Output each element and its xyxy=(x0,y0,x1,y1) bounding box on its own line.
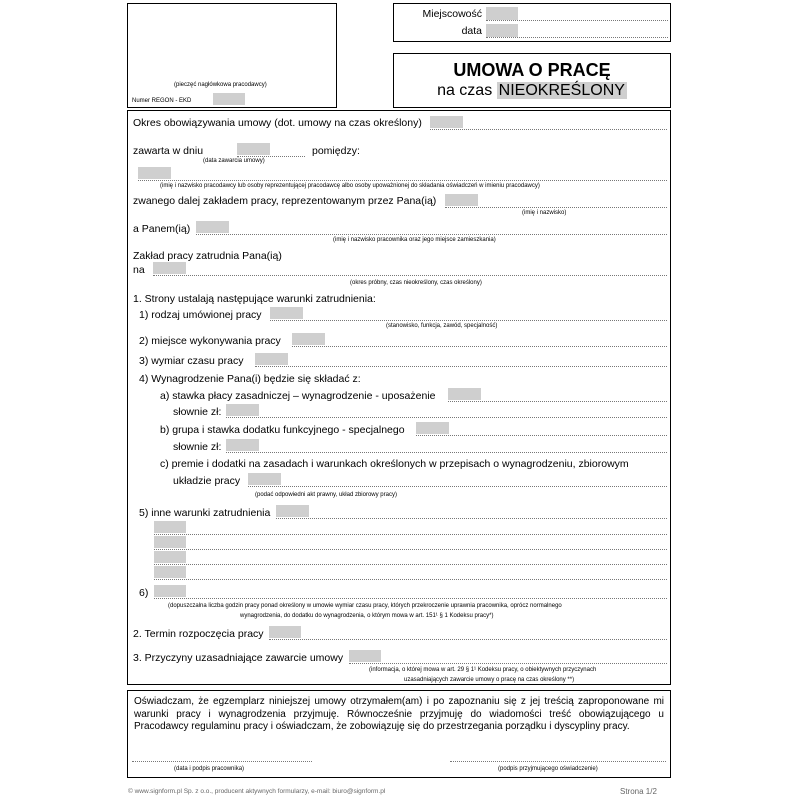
employer-hint: (imię i nazwisko pracodawcy lub osoby reprezentującej pracodawcę albo osoby upoważnionej do składania oświadczeń w imieniu pracodawcy) xyxy=(160,183,540,189)
contract-type-field[interactable]: NIEOKREŚLONY xyxy=(498,82,625,99)
employs-label: Zakład pracy zatrudnia Pana(ią) xyxy=(133,250,282,262)
salary-intro: 4) Wynagrodzenie Pana(i) będzie się składać z: xyxy=(139,373,361,385)
footer-credit: © www.signform.pl Sp. z o.o., producent aktywnych formularzy, e-mail: biuro@signform.pl xyxy=(128,788,386,795)
employment-period-line xyxy=(153,275,667,276)
title-prefix: na czas xyxy=(437,82,493,99)
salary-b-words-field[interactable] xyxy=(226,439,259,451)
salary-c-line xyxy=(248,486,667,487)
place-field[interactable] xyxy=(486,7,518,20)
other-conditions-row-1[interactable] xyxy=(154,521,186,533)
regon-label: Numer REGON - EKD xyxy=(132,98,192,104)
employee-label: a Panem(ią) xyxy=(133,223,191,235)
employee-line xyxy=(196,234,667,235)
overtime-hint: (dopuszczalna liczba godzin pracy ponad określony w umowie wymiar czasu pracy, których przekroczenie uprawnia pracownika, oprócz normalnego xyxy=(168,603,562,609)
salary-c-label: c) premie i dodatki na zasadach i warunkach określonych w przepisach o wynagrodzeniu, zbiorowym xyxy=(160,458,629,470)
representative-field[interactable] xyxy=(445,194,478,206)
workplace-field[interactable] xyxy=(292,333,325,345)
salary-a-line xyxy=(448,401,667,402)
regon-field[interactable] xyxy=(213,93,245,105)
date-label: data xyxy=(461,25,482,37)
date-field[interactable] xyxy=(486,24,518,37)
overtime-line xyxy=(154,598,667,599)
salary-b-label: b) grupa i stawka dodatku funkcyjnego - specjalnego xyxy=(160,424,405,436)
work-type-field[interactable] xyxy=(270,307,303,319)
employer-line xyxy=(138,180,667,181)
receiver-sign-line xyxy=(450,761,666,762)
other-conditions-line xyxy=(276,518,667,519)
other-conditions-row-4[interactable] xyxy=(154,566,186,578)
title-box xyxy=(393,53,671,108)
title-line1: UMOWA O PRACĘ xyxy=(453,60,611,80)
work-type-label: 1) rodzaj umówionej pracy xyxy=(139,309,262,321)
name-hint: (imię i nazwisko) xyxy=(522,210,567,216)
representative-line xyxy=(445,207,667,208)
reasons-hint-2: uzasadniających zawarcie umowy o pracę na czas określony **) xyxy=(404,677,575,683)
employer-stamp-box xyxy=(127,3,337,108)
period-line xyxy=(430,129,667,130)
contract-date-hint: (data zawarcia umowy) xyxy=(203,158,265,164)
salary-b-words-line xyxy=(226,452,667,453)
salary-a-words-label: słownie zł: xyxy=(173,406,222,418)
employee-hint: (imię i nazwisko pracownika oraz jego miejsce zamieszkania) xyxy=(333,237,496,243)
other-conditions-row-2[interactable] xyxy=(154,536,186,548)
start-date-field[interactable] xyxy=(269,626,301,638)
other-conditions-line-3 xyxy=(154,564,667,565)
employee-sign-line xyxy=(132,761,312,762)
period-label: Okres obowiązywania umowy (dot. umowy na czas określony) xyxy=(133,117,422,129)
salary-c-label-2: układzie pracy xyxy=(173,475,241,487)
salary-a-words-line xyxy=(226,417,667,418)
place-date-box xyxy=(393,3,671,42)
reasons-hint: (informacja, o której mowa w art. 29 § 1¹ Kodeksu pracy, o obiektywnych przyczynach xyxy=(369,667,597,673)
salary-a-words-field[interactable] xyxy=(226,404,259,416)
working-time-line xyxy=(255,366,667,367)
other-conditions-line-1 xyxy=(154,534,667,535)
reasons-label: 3. Przyczyny uzasadniające zawarcie umowy xyxy=(133,652,344,664)
declaration-text: Oświadczam, że egzemplarz niniejszej umowy otrzymałem(am) i po zapoznaniu się z jej treścią zaproponowane mi warunki pracy i wynagrodzenia przyjmuję. Równocześnie przyjmuję do wiadomości treść obowiązującego u Pracodawcy regulaminu pracy i oświadczam, że zobowiązuję się do przestrzegania porządku i dyscypliny pracy. xyxy=(134,696,664,732)
salary-b-field[interactable] xyxy=(416,422,449,434)
employee-sign-label: (data i podpis pracownika) xyxy=(174,766,245,772)
employment-period-field[interactable] xyxy=(153,262,186,274)
salary-a-label: a) stawka płacy zasadniczej – wynagrodzenie - uposażenie xyxy=(160,390,436,402)
receiver-sign-label: (podpis przyjmującego oświadczenie) xyxy=(498,766,598,772)
other-conditions-label: 5) inne warunki zatrudnienia xyxy=(139,507,271,519)
place-label: Miejscowość xyxy=(422,8,482,20)
workplace-label: 2) miejsce wykonywania pracy xyxy=(139,335,281,347)
date-line xyxy=(486,37,668,38)
salary-b-words-label: słownie zł: xyxy=(173,441,222,453)
other-conditions-row-3[interactable] xyxy=(154,551,186,563)
period-hint: (okres próbny, czas nieokreślony, czas określony) xyxy=(350,280,482,286)
overtime-hint-2: wynagrodzenia, do dodatku do wynagrodzenia, o którym mowa w art. 151¹ § 1 Kodeksu pracy*) xyxy=(240,613,494,619)
employer-field[interactable] xyxy=(138,167,171,179)
other-conditions-line-4 xyxy=(154,579,667,580)
working-time-label: 3) wymiar czasu pracy xyxy=(139,355,244,367)
working-time-field[interactable] xyxy=(255,353,288,365)
work-type-line xyxy=(270,320,667,321)
represented-label: zwanego dalej zakładem pracy, reprezentowanym przez Pana(ią) xyxy=(133,195,437,207)
work-type-hint: (stanowisko, funkcja, zawód, specjalność) xyxy=(386,323,498,329)
between-label: pomiędzy: xyxy=(312,145,360,157)
start-date-line xyxy=(269,639,667,640)
stamp-label: (pieczęć nagłówkowa pracodawcy) xyxy=(174,82,267,88)
contract-date-field[interactable] xyxy=(237,143,270,155)
concluded-label: zawarta w dniu xyxy=(133,145,204,157)
salary-c-hint: (podać odpowiedni akt prawny, układ zbiorowy pracy) xyxy=(255,492,397,498)
title-line2 xyxy=(394,82,670,100)
period-field[interactable] xyxy=(430,116,463,128)
place-line xyxy=(486,20,668,21)
reasons-line xyxy=(349,663,667,664)
contract-date-line xyxy=(237,156,305,157)
conditions-intro: 1. Strony ustalają następujące warunki zatrudnienia: xyxy=(133,293,376,305)
other-conditions-line-2 xyxy=(154,549,667,550)
declaration-box xyxy=(127,690,671,778)
workplace-line xyxy=(292,346,667,347)
page-number: Strona 1/2 xyxy=(620,787,657,796)
employee-field[interactable] xyxy=(196,221,229,233)
salary-b-line xyxy=(416,435,667,436)
salary-a-field[interactable] xyxy=(448,388,481,400)
reasons-field[interactable] xyxy=(349,650,381,662)
start-date-label: 2. Termin rozpoczęcia pracy xyxy=(133,628,264,640)
on-label: na xyxy=(133,264,145,276)
other-conditions-field[interactable] xyxy=(276,505,309,517)
item6-label: 6) xyxy=(139,587,149,599)
salary-c-field[interactable] xyxy=(248,473,281,485)
overtime-field[interactable] xyxy=(154,585,186,597)
